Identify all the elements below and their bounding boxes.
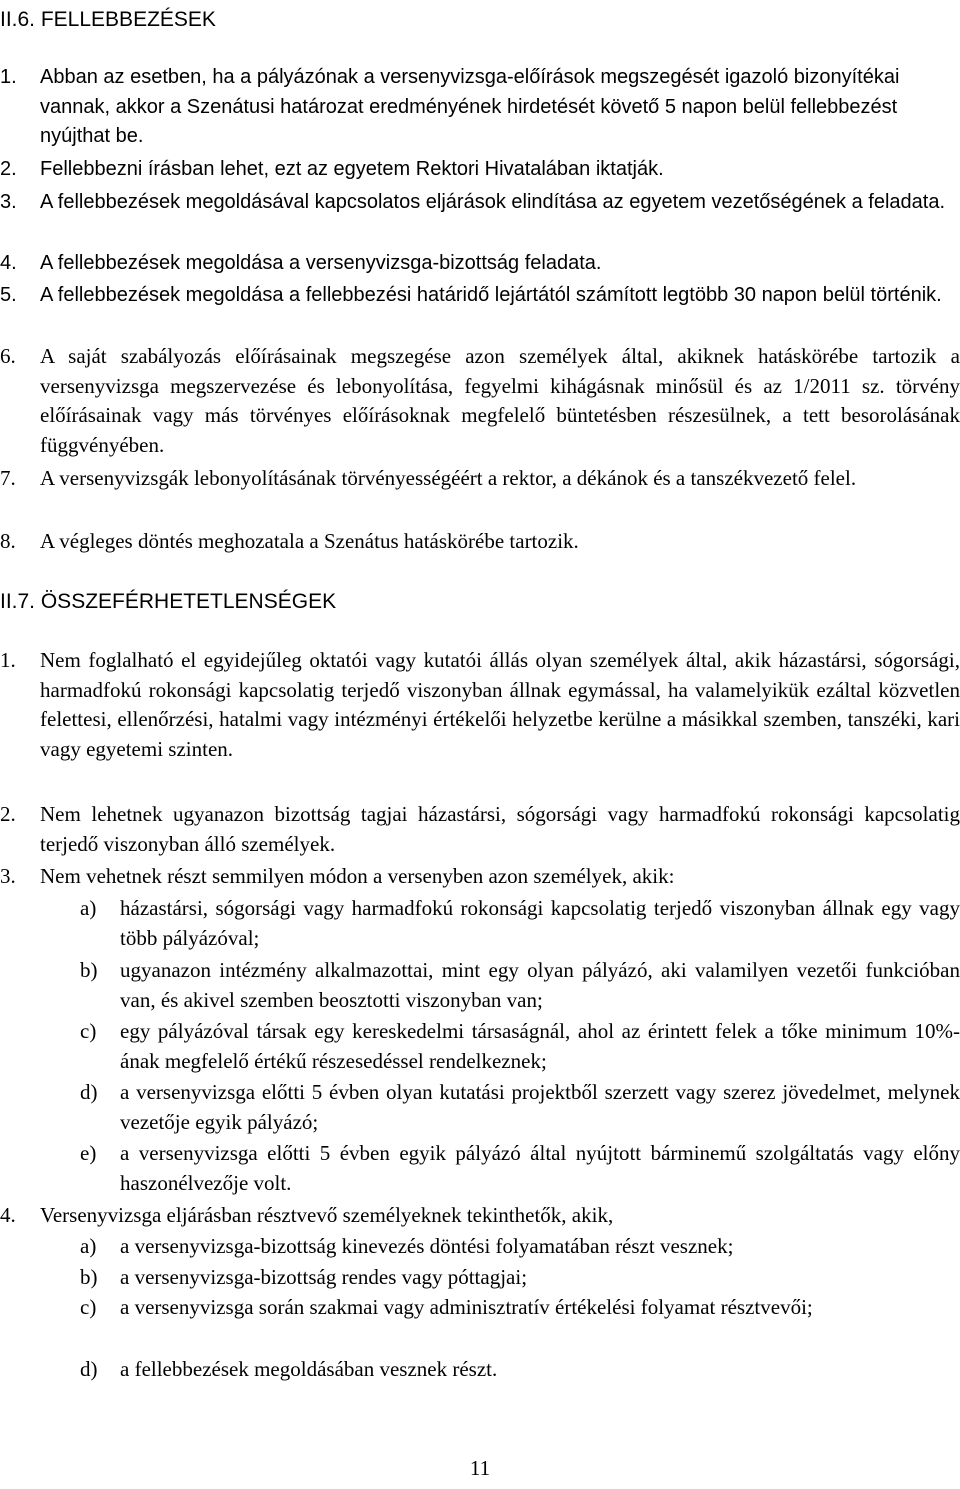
item-text: Nem lehetnek ugyanazon bizottság tagjai házastársi, sógorsági vagy harmadfokú rokonsági kapcsolatig terjedő viszonyban álló személyek. (40, 802, 960, 856)
sub-item-text: a versenyvizsga-bizottság kinevezés döntési folyamatában részt vesznek; (120, 1234, 734, 1258)
item-number: 5. (0, 284, 17, 306)
item-text: Versenyvizsga eljárásban résztvevő személyeknek tekinthetők, akik, (40, 1203, 614, 1227)
sub-list-item (0, 1139, 960, 1198)
section-heading-osszeferhetetlensegek: II.7. ÖSSZEFÉRHETETLENSÉGEK (0, 590, 337, 613)
item-text: A végleges döntés meghozatala a Szenátus hatáskörébe tartozik. (40, 529, 579, 553)
sub-list-item (0, 1293, 960, 1323)
list-item (0, 63, 960, 152)
sub-item-letter: c) (80, 1019, 97, 1043)
sub-list-item (0, 1263, 960, 1293)
item-text: A fellebbezések megoldásával kapcsolatos eljárások elindítása az egyetem vezetőségének a feladata. (40, 191, 946, 213)
item-number: 8. (0, 529, 16, 553)
list-item (0, 1201, 960, 1231)
sub-list-item (0, 894, 960, 953)
sub-list-item (0, 1078, 960, 1137)
sub-item-letter: d) (80, 1357, 98, 1381)
item-number: 4. (0, 1203, 16, 1227)
item-number: 7. (0, 466, 16, 490)
list-item (0, 342, 960, 460)
sub-item-text: ugyanazon intézmény alkalmazottai, mint egy olyan pályázó, aki valamilyen vezetői funkcióban van, és akivel szemben beosztotti viszonyban van; (120, 958, 960, 1012)
item-number: 3. (0, 191, 17, 213)
sub-item-letter: e) (80, 1141, 97, 1165)
item-text: A fellebbezések megoldása a versenyvizsga-bizottság feladata. (40, 252, 602, 274)
sub-list-item (0, 1355, 960, 1385)
sub-item-text: házastársi, sógorsági vagy harmadfokú rokonsági kapcsolatig terjedő viszonyban állnak egy vagy több pályázóval; (120, 896, 960, 950)
item-text: A saját szabályozás előírásainak megszegése azon személyek által, akiknek hatáskörébe tartozik a versenyvizsga megszervezése és lebonyolítása, fegyelmi kihágásnak minősül és az 1/2011 sz. törvény előírásainak vagy más törvényes előírásoknak megfelelő büntetésben részesülnek, a tett besorolásának függvényében. (40, 344, 960, 457)
item-text: Nem vehetnek részt semmilyen módon a versenyben azon személyek, akik: (40, 864, 675, 888)
list-item (0, 800, 960, 859)
item-text: Abban az esetben, ha a pályázónak a versenyvizsga-előírások megszegését igazoló bizonyítékai vannak, akkor a Szenátusi határozat eredményének hirdetését követő 5 napon belül fellebbezést nyújthat be. (40, 66, 900, 147)
sub-list-item (0, 1232, 960, 1262)
sub-item-letter: c) (80, 1295, 97, 1319)
list-item (0, 862, 960, 892)
sub-item-text: egy pályázóval társak egy kereskedelmi társaságnál, ahol az érintett felek a tőke minimum 10%-ának megfelelő értékű részesedéssel rendelkeznek; (120, 1019, 960, 1073)
list-item (0, 464, 960, 494)
item-number: 6. (0, 344, 16, 368)
section-heading-fellebbezesek: II.6. FELLEBBEZÉSEK (0, 8, 216, 31)
list-item (0, 646, 960, 764)
item-number: 1. (0, 66, 17, 88)
sub-item-letter: a) (80, 1234, 97, 1258)
item-text: Fellebbezni írásban lehet, ezt az egyetem Rektori Hivatalában iktatják. (40, 158, 664, 180)
list-item (0, 281, 960, 311)
item-text: A fellebbezések megoldása a fellebbezési határidő lejártától számított legtöbb 30 napon belül történik. (40, 284, 942, 306)
sub-item-text: a versenyvizsga előtti 5 évben egyik pályázó által nyújtott bárminemű szolgáltatás vagy előny haszonélvezője volt. (120, 1141, 960, 1195)
sub-list-item (0, 956, 960, 1015)
sub-item-letter: b) (80, 958, 98, 982)
sub-item-letter: d) (80, 1080, 98, 1104)
list-item (0, 249, 960, 279)
item-number: 3. (0, 864, 16, 888)
sub-item-text: a versenyvizsga előtti 5 évben olyan kutatási projektből szerzett vagy szerez jövedelmet, melynek vezetője egyik pályázó; (120, 1080, 960, 1134)
item-text: Nem foglalható el egyidejűleg oktatói vagy kutatói állás olyan személyek által, akik házastársi, sógorsági, harmadfokú rokonsági kapcsolatig terjedő viszonyban állnak egymással, ha valamelyikük ezáltal közvetlen felettesi, ellenőrzési, hatalmi vagy intézményi értékelői helyzetbe kerülne a másikkal szemben, tanszéki, kari vagy egyetemi szinten. (40, 648, 960, 761)
sub-item-text: a versenyvizsga-bizottság rendes vagy póttagjai; (120, 1265, 528, 1289)
item-number: 2. (0, 802, 16, 826)
list-item (0, 527, 960, 557)
list-item (0, 188, 960, 218)
item-number: 2. (0, 158, 17, 180)
sub-list-item (0, 1017, 960, 1076)
sub-item-letter: a) (80, 896, 97, 920)
page-number: 11 (469, 1456, 491, 1480)
item-number: 1. (0, 648, 16, 672)
item-number: 4. (0, 252, 17, 274)
list-item (0, 155, 960, 185)
sub-item-text: a versenyvizsga során szakmai vagy adminisztratív értékelési folyamat résztvevői; (120, 1295, 813, 1319)
sub-item-letter: b) (80, 1265, 98, 1289)
sub-item-text: a fellebbezések megoldásában vesznek részt. (120, 1357, 498, 1381)
item-text: A versenyvizsgák lebonyolításának törvényességéért a rektor, a dékánok és a tanszékvezető felel. (40, 466, 857, 490)
